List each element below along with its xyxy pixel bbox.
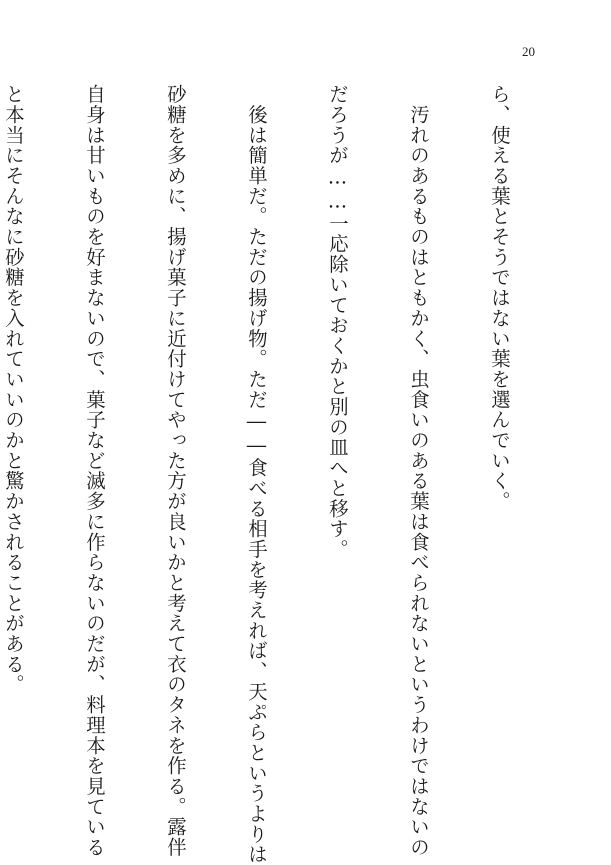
text-line: だろうが……一応除いておくかと別の皿へと移す。 xyxy=(326,84,349,560)
body-text xyxy=(0,84,567,865)
page-number: 20 xyxy=(522,44,535,59)
text-line: 自身は甘いものを好まないので、菓子など滅多に作らないのだが、料理本を見ている xyxy=(83,84,106,858)
text-line: と本当にそんなに砂糖を入れていいのかと驚かされることがある。 xyxy=(2,84,25,695)
text-line: ら、使える葉とそうではない葉を選んでいく。 xyxy=(488,84,511,512)
text-line: 後は簡単だ。ただの揚げ物。ただ――食べる相手を考えれば、天ぷらというよりは xyxy=(245,84,268,865)
text-line: 砂糖を多めに、揚げ菓子に近付けてやった方が良いかと考えて衣のタネを作る。露伴 xyxy=(164,84,187,858)
text-line: 汚れのあるものはともかく、虫食いのある葉は食べられないというわけではないの xyxy=(407,84,430,858)
